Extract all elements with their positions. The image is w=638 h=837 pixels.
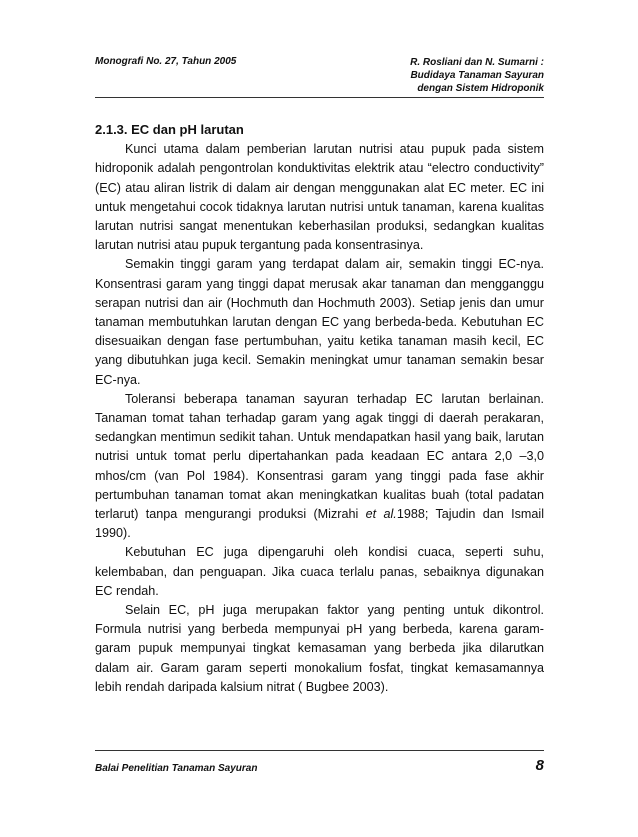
header-authors-title	[410, 56, 544, 95]
citation-et-al: et al.	[365, 507, 397, 522]
header-publication: Monografi No. 27, Tahun 2005	[95, 56, 237, 67]
section-heading: 2.1.3. EC dan pH larutan	[95, 122, 244, 137]
page-body	[95, 120, 544, 697]
header-divider	[95, 97, 544, 98]
paragraph-4: Kebutuhan EC juga dipengaruhi oleh kondisi cuaca, seperti suhu, kelembaban, dan penguapan. Jika cuaca terlalu panas, sebaiknya digunakan EC rendah.	[95, 545, 544, 598]
header-title-line-2: dengan Sistem Hidroponik	[417, 83, 544, 94]
page-number: 8	[535, 757, 544, 774]
footer-divider	[95, 750, 544, 751]
header-title-line-1: Budidaya Tanaman Sayuran	[410, 70, 544, 81]
paragraph-3-text: Toleransi beberapa tanaman sayuran terhadap EC larutan berlainan. Tanaman tomat tahan terhadap garam yang agak tinggi di daerah perakaran, sedangkan mentimun sedikit tahan. Untuk mendapatkan hasil yang baik, larutan nutrisi untuk tomat perlu dipertahankan pada keadaan EC antara 2,0 –3,0 mhos/cm (van Pol 1984). Konsentrasi garam yang tinggi pada fase akhir pertumbuhan tanaman tomat akan meningkatkan kualitas buah (total padatan terlarut) tanpa mengurangi produksi (Mizrahi	[95, 391, 544, 522]
paragraph-3	[95, 390, 544, 544]
paragraph-5: Selain EC, pH juga merupakan faktor yang penting untuk dikontrol. Formula nutrisi yang berbeda mempunyai pH yang berbeda, karena garam-garam pupuk mempunyai tingkat kemasaman yang berbeda jika dilarutkan dalam air. Garam garam seperti monokalium fosfat, tingkat kemasamannya lebih rendah daripada kalsium nitrat ( Bugbee 2003).	[95, 603, 544, 694]
paragraph-1: Kunci utama dalam pemberian larutan nutrisi atau pupuk pada sistem hidroponik adalah pengontrolan konduktivitas elektrik atau “electro conductivity” (EC) atau aliran listrik di dalam air dengan menggunakan alat EC meter. EC ini untuk mengetahui cocok tidaknya larutan nutrisi untuk tanaman, karena kualitas larutan nutrisi sangat menentukan keberhasilan produksi, sedangkan kualitas larutan nutrisi atau pupuk tergantung pada konsentrasinya.	[95, 142, 544, 253]
paragraph-2: Semakin tinggi garam yang terdapat dalam air, semakin tinggi EC-nya. Konsentrasi garam yang tinggi dapat merusak akar tanaman dan mengganggu serapan nutrisi dan air (Hochmuth dan Hochmuth 2003). Setiap jenis dan umur tanaman membutuhkan larutan dengan EC yang berbeda-beda. Kebutuhan EC disesuaikan dengan fase pertumbuhan, yaitu ketika tanaman masih kecil, EC yang dibutuhkan juga kecil. Semakin meningkat umur tanaman semakin besar EC-nya.	[95, 257, 544, 387]
paragraph-3-tail: 1988; Tajudin dan Ismail 1990).	[95, 507, 545, 541]
footer-institution: Balai Penelitian Tanaman Sayuran	[95, 763, 258, 774]
header-authors: R. Rosliani dan N. Sumarni :	[410, 57, 544, 68]
